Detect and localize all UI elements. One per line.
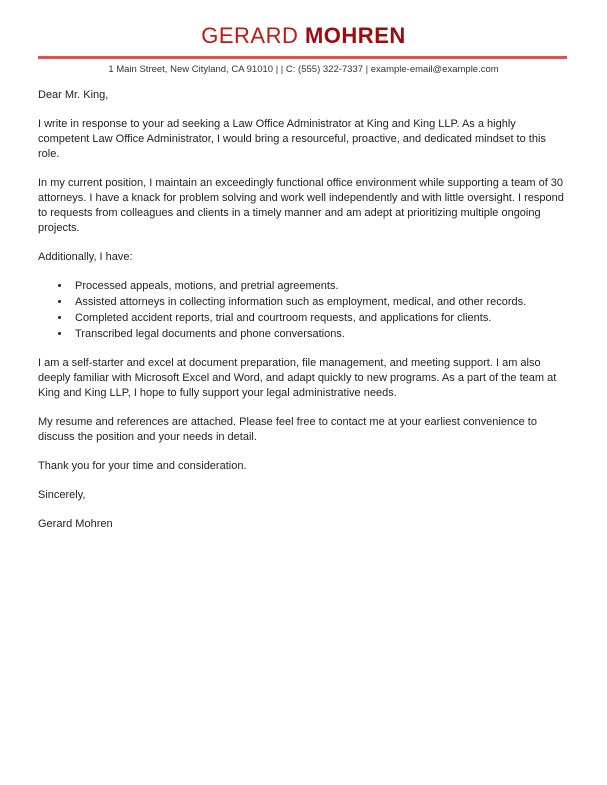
paragraph-intro: I write in response to your ad seeking a Law Office Administrator at King and King LLP. As a highly competent Law Office Administrator, I would bring a resourceful, proactive, and dedicated mindset to this role. bbox=[38, 118, 546, 160]
bullet-item: • Transcribed legal documents and phone conversations. bbox=[71, 327, 567, 342]
letterhead-first-name: GERARD bbox=[201, 23, 299, 48]
contact-info-line: 1 Main Street, New Cityland, CA 91010 | | C: (555) 322-7337 | example-email@example.com bbox=[108, 64, 499, 75]
paragraph-current-position: In my current position, I maintain an exceedingly functional office environment while supporting a team of 30 attorneys. I have a knack for problem solving and work well independently and with little oversight. I respond to requests from colleagues and clients in a timely manner and am adept at prioritizing multiple ongoing projects. bbox=[38, 177, 564, 234]
letter-body bbox=[38, 88, 567, 532]
salutation: Dear Mr. King, bbox=[38, 89, 109, 101]
paragraph-skills: I am a self-starter and excel at document preparation, file management, and meeting support. I am also deeply familiar with Microsoft Excel and Word, and adapt quickly to new programs. As a part of the team at King and King LLP, I hope to fully support your legal administrative needs. bbox=[38, 357, 557, 399]
bullet-item: • Assisted attorneys in collecting information such as employment, medical, and other records. bbox=[71, 295, 567, 310]
bullet-list-intro: Additionally, I have: bbox=[38, 251, 133, 263]
header-divider-rule bbox=[38, 56, 567, 59]
letterhead-last-name: MOHREN bbox=[304, 23, 406, 48]
accomplishments-list bbox=[38, 279, 567, 342]
closing-thanks: Thank you for your time and consideration. bbox=[38, 460, 247, 472]
bullet-item: • Completed accident reports, trial and courtroom requests, and applications for clients. bbox=[71, 311, 567, 326]
signature-name: Gerard Mohren bbox=[38, 518, 113, 530]
signoff: Sincerely, bbox=[38, 489, 86, 501]
letter-header bbox=[0, 0, 607, 76]
bullet-item: • Processed appeals, motions, and pretrial agreements. bbox=[71, 279, 567, 294]
paragraph-attachment: My resume and references are attached. Please feel free to contact me at your earliest convenience to discuss the position and your needs in detail. bbox=[38, 416, 537, 443]
letterhead-name bbox=[0, 22, 607, 50]
